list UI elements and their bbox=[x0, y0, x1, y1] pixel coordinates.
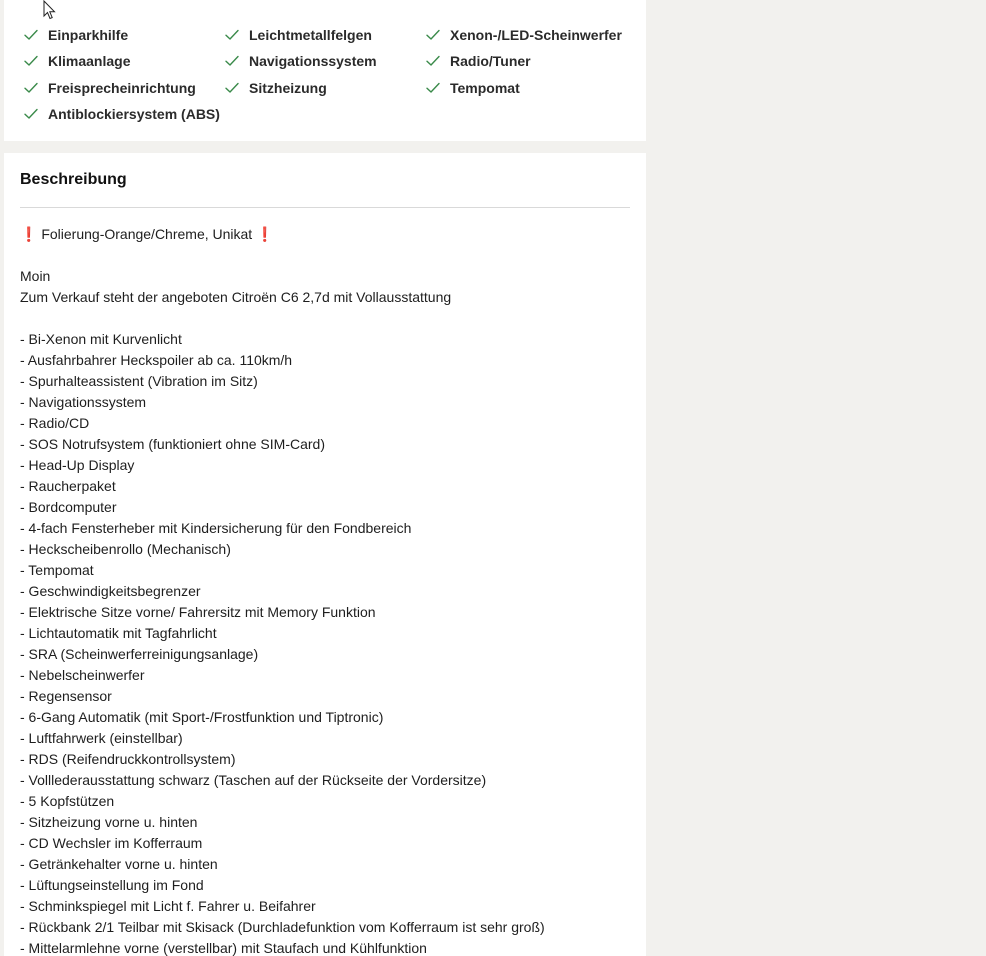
equipment-item: - Lüftungseinstellung im Fond bbox=[20, 877, 204, 893]
equipment-item: - Radio/CD bbox=[20, 415, 90, 431]
equipment-item: - Mittelarmlehne vorne (verstellbar) mit Staufach und Kühlfunktion bbox=[20, 940, 427, 956]
headline-text: Folierung-Orange/Chreme, Unikat bbox=[37, 226, 257, 242]
check-icon bbox=[426, 82, 440, 94]
feature-label: Radio/Tuner bbox=[450, 53, 531, 70]
equipment-item: - Bi-Xenon mit Kurvenlicht bbox=[20, 331, 182, 347]
equipment-item: - Tempomat bbox=[20, 562, 94, 578]
equipment-item: - 4-fach Fensterheber mit Kindersicherung für den Fondbereich bbox=[20, 520, 412, 536]
equipment-item: - 5 Kopfstützen bbox=[20, 793, 115, 809]
description-greeting: Moin bbox=[20, 268, 51, 284]
description-intro: Zum Verkauf steht der angeboten Citroën C6 2,7d mit Vollausstattung bbox=[20, 289, 452, 305]
equipment-item: - Spurhalteassistent (Vibration im Sitz) bbox=[20, 373, 258, 389]
feature-item bbox=[24, 101, 225, 127]
description-body bbox=[20, 224, 635, 956]
feature-item bbox=[426, 75, 646, 101]
feature-label: Tempomat bbox=[450, 79, 520, 96]
description-title: Beschreibung bbox=[20, 171, 127, 188]
check-icon bbox=[426, 55, 440, 67]
equipment-item: - 6-Gang Automatik (mit Sport-/Frostfunktion und Tiptronic) bbox=[20, 709, 384, 725]
blank-line bbox=[20, 308, 635, 329]
feature-label: Xenon-/LED-Scheinwerfer bbox=[450, 27, 622, 44]
equipment-item: - Heckscheibenrollo (Mechanisch) bbox=[20, 541, 231, 557]
check-icon bbox=[24, 108, 38, 120]
equipment-item: - RDS (Reifendruckkontrollsystem) bbox=[20, 751, 236, 767]
equipment-item: - SOS Notrufsystem (funktioniert ohne SIM-Card) bbox=[20, 436, 325, 452]
equipment-item: - Geschwindigkeitsbegrenzer bbox=[20, 583, 201, 599]
equipment-item: - Elektrische Sitze vorne/ Fahrersitz mit Memory Funktion bbox=[20, 604, 376, 620]
exclamation-icon: ❗ bbox=[20, 226, 38, 242]
blank-line bbox=[20, 245, 635, 266]
feature-item bbox=[426, 48, 646, 74]
equipment-item: - SRA (Scheinwerferreinigungsanlage) bbox=[20, 646, 259, 662]
feature-item bbox=[24, 22, 225, 48]
feature-label: Einparkhilfe bbox=[48, 27, 129, 44]
equipment-item: - Luftfahrwerk (einstellbar) bbox=[20, 730, 183, 746]
equipment-item: - Getränkehalter vorne u. hinten bbox=[20, 856, 218, 872]
feature-label: Antiblockiersystem (ABS) bbox=[48, 106, 220, 123]
equipment-item: - Volllederausstattung schwarz (Taschen auf der Rückseite der Vordersitze) bbox=[20, 772, 487, 788]
check-icon bbox=[225, 82, 239, 94]
feature-label: Freisprecheinrichtung bbox=[48, 79, 196, 96]
check-icon bbox=[426, 29, 440, 41]
check-icon bbox=[24, 55, 38, 67]
equipment-item: - Ausfahrbahrer Heckspoiler ab ca. 110km/h bbox=[20, 352, 293, 368]
check-icon bbox=[225, 55, 239, 67]
feature-label: Sitzheizung bbox=[249, 79, 327, 96]
check-icon bbox=[24, 29, 38, 41]
equipment-item: - Rückbank 2/1 Teilbar mit Skisack (Durchladefunktion vom Kofferraum ist sehr groß) bbox=[20, 919, 545, 935]
feature-label: Leichtmetallfelgen bbox=[249, 27, 372, 44]
feature-item bbox=[225, 75, 426, 101]
equipment-item: - Raucherpaket bbox=[20, 478, 116, 494]
features-card bbox=[4, 0, 646, 141]
cursor-arrow-icon bbox=[43, 0, 57, 20]
equipment-item: - Bordcomputer bbox=[20, 499, 117, 515]
feature-item bbox=[24, 48, 225, 74]
check-icon bbox=[225, 29, 239, 41]
feature-item bbox=[225, 48, 426, 74]
exclamation-icon: ❗ bbox=[256, 226, 274, 242]
divider bbox=[20, 207, 630, 208]
equipment-item: - Nebelscheinwerfer bbox=[20, 667, 145, 683]
feature-item bbox=[426, 22, 646, 48]
equipment-item: - Schminkspiegel mit Licht f. Fahrer u. Beifahrer bbox=[20, 898, 316, 914]
features-list bbox=[24, 22, 646, 127]
equipment-item: - Sitzheizung vorne u. hinten bbox=[20, 814, 198, 830]
check-icon bbox=[24, 82, 38, 94]
description-card bbox=[4, 153, 646, 956]
feature-item bbox=[24, 75, 225, 101]
feature-item bbox=[225, 22, 426, 48]
equipment-item: - Lichtautomatik mit Tagfahrlicht bbox=[20, 625, 217, 641]
equipment-item: - CD Wechsler im Kofferraum bbox=[20, 835, 203, 851]
feature-label: Klimaanlage bbox=[48, 53, 131, 70]
description-headline bbox=[20, 224, 635, 245]
feature-label: Navigationssystem bbox=[249, 53, 377, 70]
equipment-item: - Regensensor bbox=[20, 688, 112, 704]
equipment-item: - Head-Up Display bbox=[20, 457, 135, 473]
equipment-item: - Navigationssystem bbox=[20, 394, 147, 410]
equipment-list bbox=[20, 329, 635, 956]
